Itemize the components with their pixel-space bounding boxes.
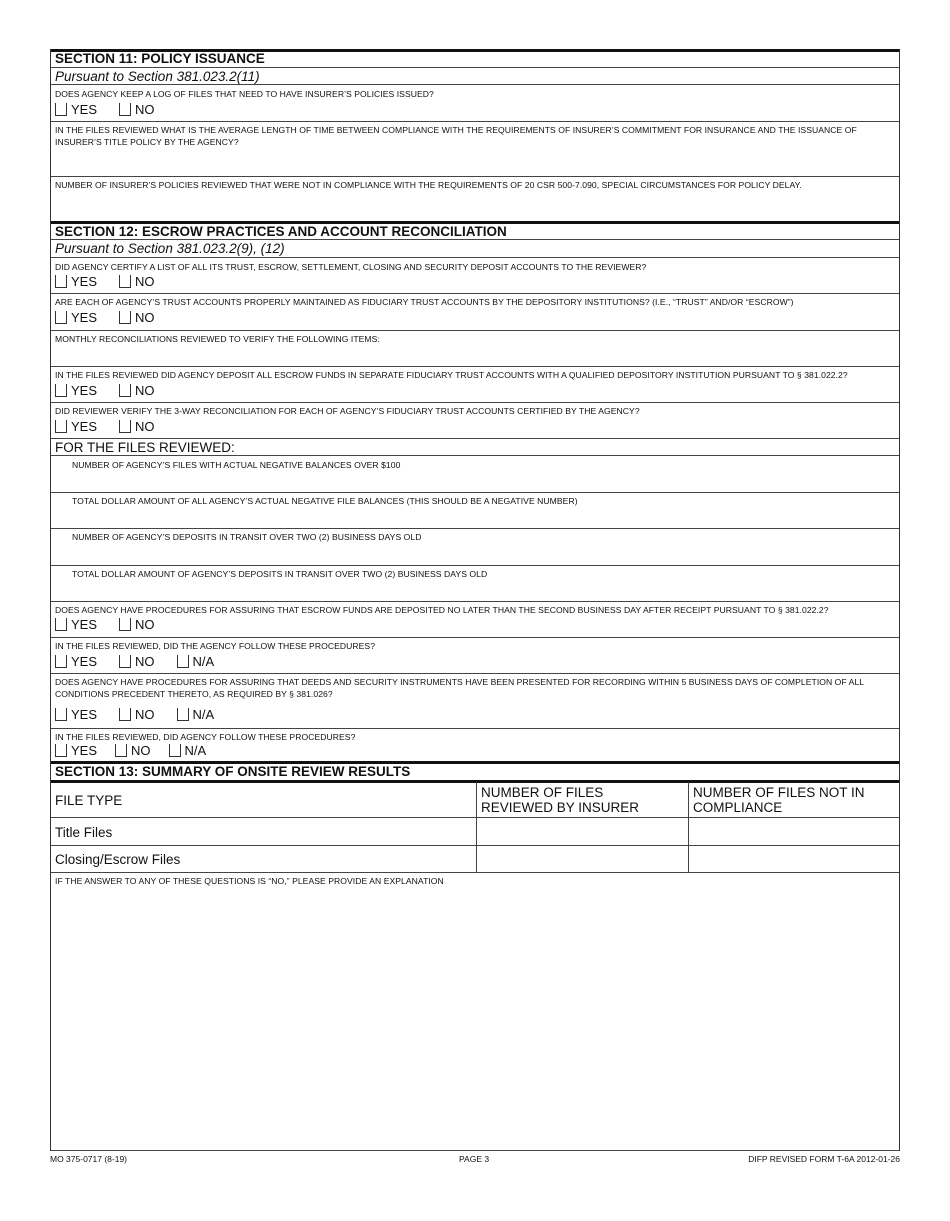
footer-revision: DIFP REVISED FORM T-6A 2012-01-26 (748, 1154, 900, 1164)
explanation-label: IF THE ANSWER TO ANY OF THESE QUESTIONS IS “NO,” PLEASE PROVIDE AN EXPLANATION (55, 876, 444, 886)
explanation-area[interactable] (51, 887, 899, 1149)
section-13-title: SECTION 13: SUMMARY OF ONSITE REVIEW RESULTS (55, 764, 411, 779)
section-12-title: SECTION 12: ESCROW PRACTICES AND ACCOUNT RECONCILIATION (55, 224, 507, 239)
s12-sub3: NUMBER OF AGENCY’S DEPOSITS IN TRANSIT OVER TWO (2) BUSINESS DAYS OLD (72, 532, 422, 542)
yes-checkbox[interactable]: YES (55, 310, 97, 325)
s11-q1-options (55, 102, 177, 117)
s12-q3: MONTHLY RECONCILIATIONS REVIEWED TO VERIFY THE FOLLOWING ITEMS: (55, 334, 380, 344)
s12-q1: DID AGENCY CERTIFY A LIST OF ALL ITS TRUST, ESCROW, SETTLEMENT, CLOSING AND SECURITY DEPOSIT ACCOUNTS TO THE REVIEWER? (55, 262, 647, 272)
no-checkbox[interactable]: NO (119, 707, 155, 722)
yes-checkbox[interactable]: YES (55, 383, 97, 398)
s11-q3: NUMBER OF INSURER’S POLICIES REVIEWED THAT WERE NOT IN COMPLIANCE WITH THE REQUIREMENTS OF 20 CSR 500-7.090, SPECIAL CIRCUMSTANCES FOR POLICY DELAY. (55, 180, 802, 190)
col-files-reviewed: NUMBER OF FILES REVIEWED BY INSURER (481, 785, 640, 815)
s12-q8-options (55, 707, 236, 722)
yes-checkbox[interactable]: YES (55, 743, 97, 758)
s12-sub2: TOTAL DOLLAR AMOUNT OF ALL AGENCY’S ACTUAL NEGATIVE FILE BALANCES (THIS SHOULD BE A NEGATIVE NUMBER) (72, 496, 578, 506)
form-page (50, 49, 900, 1151)
yes-checkbox[interactable]: YES (55, 707, 97, 722)
row-title-files: Title Files (55, 825, 113, 840)
yes-checkbox[interactable]: YES (55, 274, 97, 289)
footer-form-number: MO 375-0717 (8-19) (50, 1154, 128, 1164)
section-12-pursuant: Pursuant to Section 381.023.2(9), (12) (55, 241, 285, 256)
footer-page-number: PAGE 3 (459, 1154, 490, 1164)
s12-q2-options (55, 310, 177, 325)
s12-q9-options (55, 743, 228, 758)
files-reviewed-heading: FOR THE FILES REVIEWED: (55, 440, 235, 455)
na-checkbox[interactable]: N/A (177, 654, 215, 669)
s12-sub4: TOTAL DOLLAR AMOUNT OF AGENCY’S DEPOSITS IN TRANSIT OVER TWO (2) BUSINESS DAYS OLD (72, 569, 488, 579)
s12-sub1: NUMBER OF AGENCY’S FILES WITH ACTUAL NEGATIVE BALANCES OVER $100 (72, 460, 401, 470)
s12-q1-options (55, 274, 177, 289)
s12-q9: IN THE FILES REVIEWED, DID AGENCY FOLLOW THESE PROCEDURES? (55, 732, 356, 742)
na-checkbox[interactable]: N/A (177, 707, 215, 722)
s12-q4: IN THE FILES REVIEWED DID AGENCY DEPOSIT ALL ESCROW FUNDS IN SEPARATE FIDUCIARY TRUST ACCOUNTS WITH A QUALIFIED DEPOSITORY INSTITUTION PURSUANT TO § 381.022.2? (55, 370, 848, 380)
yes-checkbox[interactable]: YES (55, 419, 97, 434)
no-checkbox[interactable]: NO (119, 310, 155, 325)
no-checkbox[interactable]: NO (119, 654, 155, 669)
no-checkbox[interactable]: NO (119, 383, 155, 398)
s12-q6-options (55, 617, 177, 632)
col-file-type: FILE TYPE (55, 793, 123, 808)
s12-q6: DOES AGENCY HAVE PROCEDURES FOR ASSURING THAT ESCROW FUNDS ARE DEPOSITED NO LATER THAN THE SECOND BUSINESS DAY AFTER RECEIPT PURSUANT TO § 381.022.2? (55, 605, 829, 615)
no-checkbox[interactable]: NO (119, 419, 155, 434)
s12-q7: IN THE FILES REVIEWED, DID THE AGENCY FOLLOW THESE PROCEDURES? (55, 641, 376, 651)
row-closing-escrow-files: Closing/Escrow Files (55, 852, 181, 867)
na-checkbox[interactable]: N/A (169, 743, 207, 758)
no-checkbox[interactable]: NO (119, 617, 155, 632)
section-11-pursuant: Pursuant to Section 381.023.2(11) (55, 69, 260, 84)
no-checkbox[interactable]: NO (119, 274, 155, 289)
s11-q1: DOES AGENCY KEEP A LOG OF FILES THAT NEED TO HAVE INSURER’S POLICIES ISSUED? (55, 89, 434, 99)
s12-q7-options (55, 654, 236, 669)
s12-q5: DID REVIEWER VERIFY THE 3-WAY RECONCILIATION FOR EACH OF AGENCY’S FIDUCIARY TRUST ACCOUNTS CERTIFIED BY THE AGENCY? (55, 406, 640, 416)
yes-checkbox[interactable]: YES (55, 617, 97, 632)
s12-q8: DOES AGENCY HAVE PROCEDURES FOR ASSURING THAT DEEDS AND SECURITY INSTRUMENTS HAVE BEEN PRESENTED FOR RECORDING WITHIN 5 BUSINESS DAYS OF COMPLETION OF ALL CONDITIONS PRECEDENT THERETO, AS REQUIRED BY § 381.026? (55, 677, 864, 699)
no-checkbox[interactable]: NO (119, 102, 155, 117)
s12-q5-options (55, 419, 177, 434)
yes-checkbox[interactable]: YES (55, 102, 97, 117)
s11-q2: IN THE FILES REVIEWED WHAT IS THE AVERAGE LENGTH OF TIME BETWEEN COMPLIANCE WITH THE REQUIREMENTS OF INSURER’S COMMITMENT FOR INSURANCE AND THE ISSUANCE OF INSURER’S TITLE POLICY BY THE AGENCY? (55, 125, 857, 147)
no-checkbox[interactable]: NO (115, 743, 151, 758)
yes-checkbox[interactable]: YES (55, 654, 97, 669)
s12-q2: ARE EACH OF AGENCY’S TRUST ACCOUNTS PROPERLY MAINTAINED AS FIDUCIARY TRUST ACCOUNTS BY THE DEPOSITORY INSTITUTIONS? (I.E., “TRUST” AND/OR “ESCROW”) (55, 297, 794, 307)
section-11-title: SECTION 11: POLICY ISSUANCE (55, 51, 265, 66)
s12-q4-options (55, 383, 177, 398)
col-files-not-compliant: NUMBER OF FILES NOT IN COMPLIANCE (693, 785, 865, 815)
